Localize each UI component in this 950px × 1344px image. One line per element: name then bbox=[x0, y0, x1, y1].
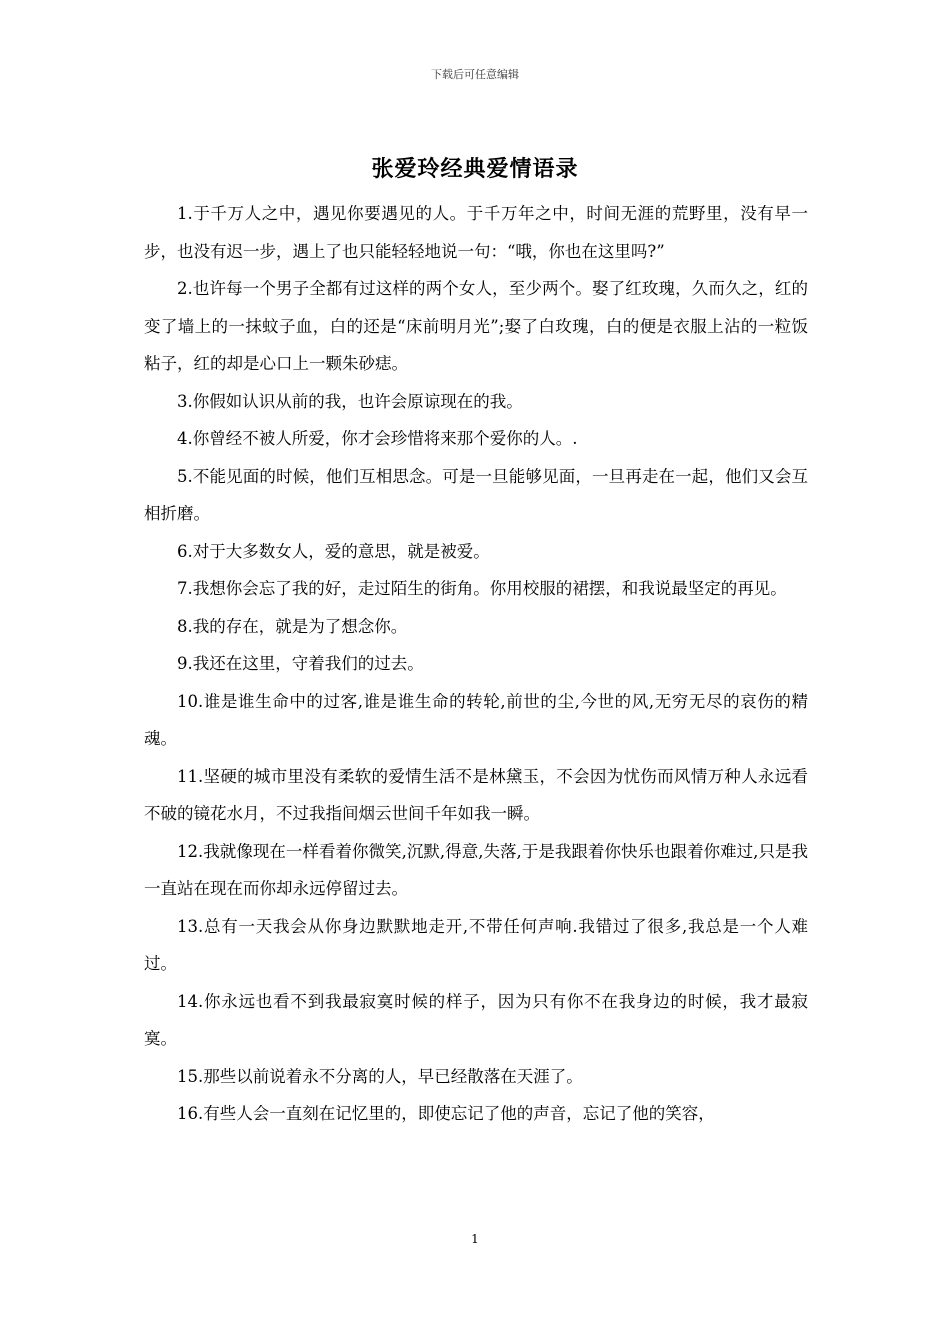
quote-paragraph-4: 4.你曾经不被人所爱，你才会珍惜将来那个爱你的人。. bbox=[177, 429, 578, 448]
quote-paragraph-8: 8.我的存在，就是为了想念你。 bbox=[177, 616, 408, 636]
quote-paragraph-15: 15.那些以前说着永不分离的人，早已经散落在天涯了。 bbox=[177, 1066, 583, 1086]
quote-paragraph-9: 9.我还在这里，守着我们的过去。 bbox=[177, 654, 424, 673]
quote-paragraph-10: 10.谁是谁生命中的过客,谁是谁生命的转轮,前世的尘,今世的风,无穷无尽的哀伤的精魂。 bbox=[144, 691, 808, 748]
header-note: 下载后可任意编辑 bbox=[431, 68, 519, 81]
quote-paragraph-3: 3.你假如认识从前的我，也许会原谅现在的我。 bbox=[177, 391, 523, 411]
quote-paragraph-7: 7.我想你会忘了我的好，走过陌生的街角。你用校服的裙摆，和我说最坚定的再见。 bbox=[177, 579, 787, 598]
quote-paragraph-14: 14.你永远也看不到我最寂寞时候的样子，因为只有你不在我身边的时候，我才最寂寞。 bbox=[144, 991, 808, 1048]
page-title: 张爱玲经典爱情语录 bbox=[371, 156, 579, 182]
quote-paragraph-11: 11.坚硬的城市里没有柔软的爱情生活不是林黛玉，不会因为忧伤而风情万种人永远看不破的镜花水月，不过我指间烟云世间千年如我一瞬。 bbox=[144, 766, 808, 823]
quote-paragraph-13: 13.总有一天我会从你身边默默地走开,不带任何声响.我错过了很多,我总是一个人难过。 bbox=[144, 916, 808, 973]
quote-paragraph-16: 16.有些人会一直刻在记忆里的，即使忘记了他的声音，忘记了他的笑容， bbox=[177, 1104, 715, 1123]
quote-paragraph-6: 6.对于大多数女人，爱的意思，就是被爱。 bbox=[177, 541, 490, 561]
page-number: 1 bbox=[471, 1232, 479, 1246]
quote-list bbox=[144, 195, 808, 1133]
quote-paragraph-1: 1.于千万人之中，遇见你要遇见的人。于千万年之中，时间无涯的荒野里，没有早一步，也没有迟一步，遇上了也只能轻轻地说一句：“哦，你也在这里吗?” bbox=[144, 204, 808, 261]
quote-paragraph-12: 12.我就像现在一样看着你微笑,沉默,得意,失落,于是我跟着你快乐也跟着你难过,只是我一直站在现在而你却永远停留过去。 bbox=[144, 841, 808, 898]
quote-paragraph-5: 5.不能见面的时候，他们互相思念。可是一旦能够见面，一旦再走在一起，他们又会互相折磨。 bbox=[144, 466, 808, 523]
quote-paragraph-2: 2.也许每一个男子全都有过这样的两个女人，至少两个。娶了红玫瑰，久而久之，红的变了墙上的一抹蚊子血，白的还是“床前明月光”;娶了白玫瑰，白的便是衣服上沾的一粒饭粘子，红的却是心口上一颗朱砂痣。 bbox=[144, 279, 808, 373]
